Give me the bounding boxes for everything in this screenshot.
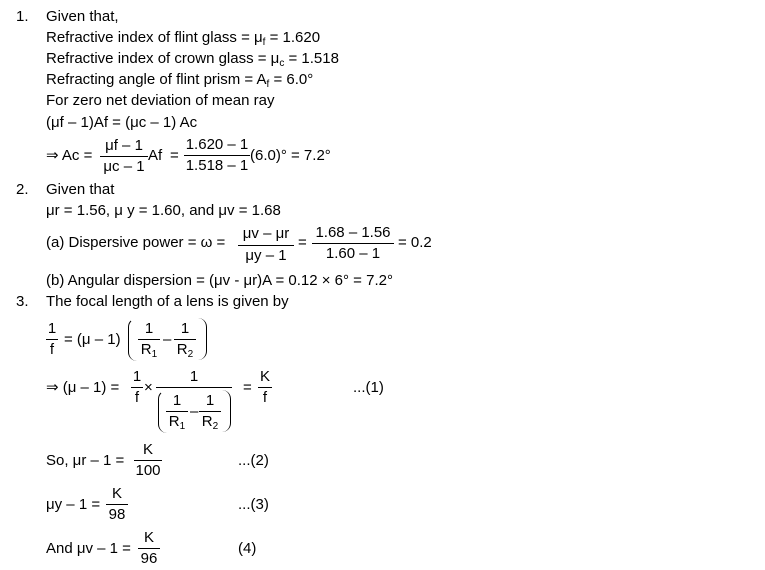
minus-sign: – — [163, 331, 172, 348]
frac-numerator: 1.68 – 1.56 — [315, 224, 391, 241]
equals-sign: = — [298, 234, 307, 251]
item-number: 1. — [16, 8, 29, 25]
frac-numerator: K — [111, 485, 122, 502]
frac-numerator: 1 — [189, 368, 199, 385]
condition-line: For zero net deviation of mean ray — [46, 92, 275, 109]
frac-numerator: 1 — [144, 320, 154, 337]
ac-lhs: ⇒ Ac = — [46, 147, 93, 164]
right-paren — [198, 318, 207, 360]
r2-denominator: $R_2$ — [176, 341, 194, 360]
mu-lhs: ⇒ (μ – 1) = — [46, 379, 120, 396]
item-number: 3. — [16, 293, 29, 310]
left-paren — [128, 318, 137, 361]
frac-numerator: 1 — [47, 320, 57, 337]
equation-ref: ...(2) — [238, 452, 269, 469]
dispersive-power-result: = 0.2 — [398, 234, 432, 251]
fraction-bar — [100, 156, 148, 157]
fraction-bar — [238, 245, 294, 246]
item-heading: Given that, — [46, 8, 119, 25]
frac-numerator: μf – 1 — [105, 137, 143, 154]
dispersive-power-label: (a) Dispersive power = ω = — [46, 234, 226, 251]
frac-denominator: μy – 1 — [245, 247, 287, 264]
frac-numerator: 1 — [205, 392, 215, 409]
fraction-bar — [312, 243, 394, 244]
fraction-bar — [46, 339, 58, 340]
item-heading: The focal length of a lens is given by — [46, 293, 289, 310]
item-number: 2. — [16, 181, 29, 198]
fraction-bar — [138, 548, 160, 549]
frac-numerator: 1 — [180, 320, 190, 337]
fraction-bar — [131, 387, 143, 388]
ac-result: (6.0)° = 7.2° — [250, 147, 331, 164]
fraction-bar — [174, 339, 196, 340]
flint-index-line: Refractive index of flint glass = $\mu_f = 1.620$ — [46, 29, 321, 48]
r2-denominator: $R_2$ — [201, 413, 219, 432]
equation-ref: ...(1) — [353, 379, 384, 396]
frac-denominator: f — [262, 389, 268, 406]
right-paren — [222, 390, 231, 432]
equals-sign: = — [170, 147, 179, 164]
r1-denominator: $R_1$ — [168, 413, 186, 432]
lens-maker-mid: = (μ – 1) — [64, 331, 121, 348]
deviation-equation: (μf – 1)Af = (μc – 1) Ac — [46, 114, 198, 131]
frac-numerator: 1 — [132, 368, 142, 385]
frac-denominator: f — [134, 389, 140, 406]
angular-dispersion-line: (b) Angular dispersion = (μv - μr)A = 0.12 × 6° = 7.2° — [46, 272, 393, 289]
fraction-bar — [199, 411, 221, 412]
r1-denominator: $R_1$ — [140, 341, 158, 360]
angle-line: Refracting angle of flint prism = $A_f = 6.0^\circ$ — [46, 71, 314, 90]
times-sign: × — [144, 379, 153, 396]
fraction-bar — [156, 387, 232, 388]
frac-numerator: K — [143, 529, 154, 546]
item-heading: Given that — [46, 181, 115, 198]
crown-index-line: Refractive index of crown glass = $\mu_c = 1.518$ — [46, 50, 339, 69]
red-equation-lhs: So, μr – 1 = — [46, 452, 125, 469]
violet-equation-lhs: And μv – 1 = — [46, 540, 131, 557]
fraction-bar — [258, 387, 272, 388]
equation-ref: ...(3) — [238, 496, 269, 513]
frac-denominator: 100 — [135, 462, 161, 479]
fraction-bar — [138, 339, 160, 340]
fraction-bar — [184, 155, 250, 156]
frac-numerator: 1.620 – 1 — [185, 136, 249, 153]
equation-ref: (4) — [238, 540, 257, 557]
refractive-values: μr = 1.56, μ y = 1.60, and μv = 1.68 — [46, 202, 281, 219]
frac-denominator: 96 — [140, 550, 158, 567]
frac-denominator: 1.60 – 1 — [325, 245, 381, 262]
af-term: Af — [148, 147, 163, 164]
fraction-bar — [106, 504, 128, 505]
minus-sign: – — [190, 403, 199, 420]
yellow-equation-lhs: μy – 1 = — [46, 496, 101, 513]
frac-numerator: μv – μr — [242, 225, 290, 242]
frac-numerator: K — [259, 368, 270, 385]
equals-sign: = — [243, 379, 252, 396]
fraction-bar — [134, 460, 162, 461]
frac-denominator: 1.518 – 1 — [185, 157, 249, 174]
frac-denominator: 98 — [108, 506, 126, 523]
frac-numerator: 1 — [172, 392, 182, 409]
frac-denominator: f — [49, 341, 55, 358]
frac-numerator: K — [142, 441, 153, 458]
frac-denominator: μc – 1 — [103, 158, 145, 175]
fraction-bar — [166, 411, 188, 412]
